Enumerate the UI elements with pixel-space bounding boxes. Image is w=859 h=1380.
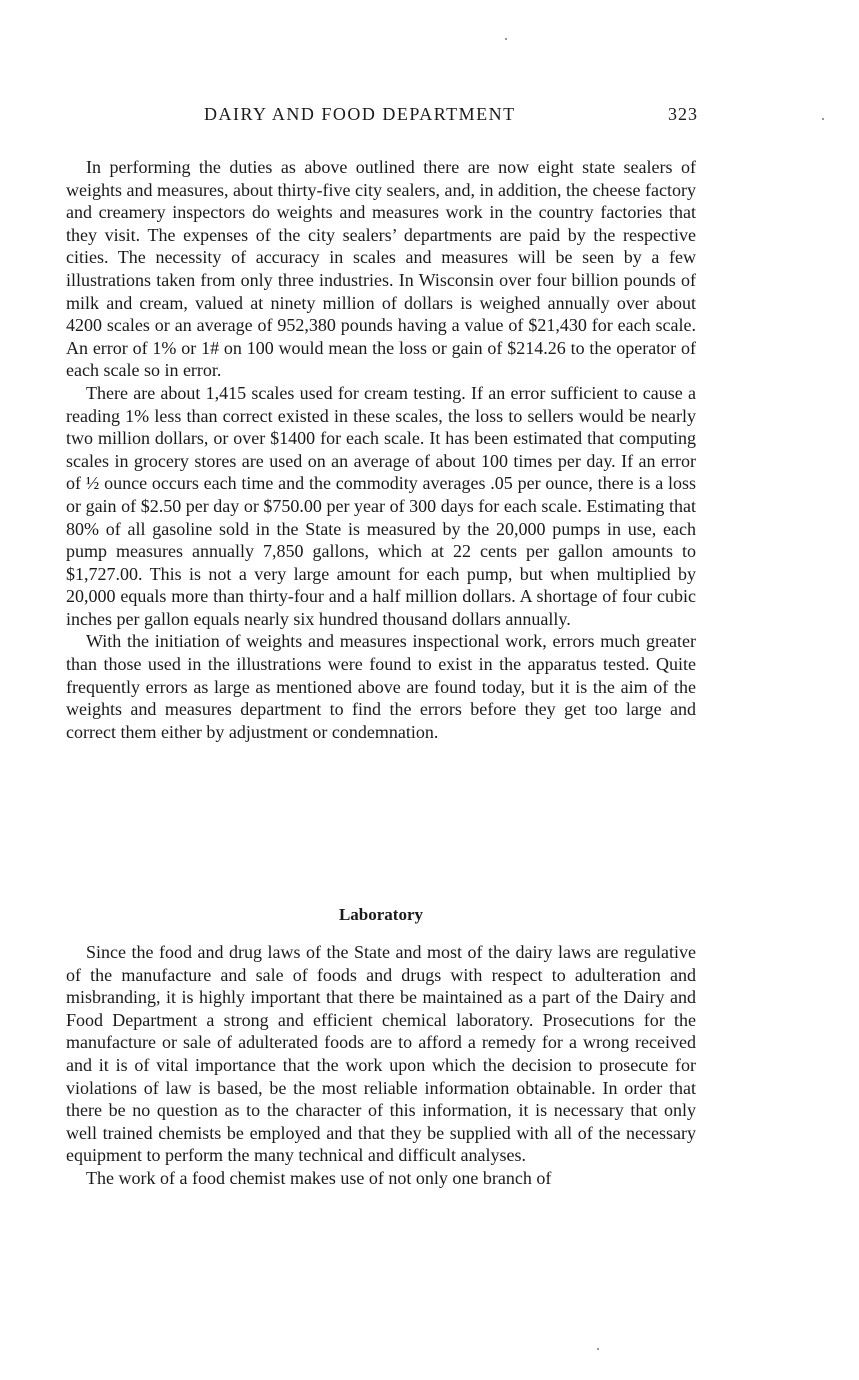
- section-heading-laboratory: Laboratory: [338, 905, 424, 924]
- running-header: [66, 104, 698, 132]
- paper-speck: [822, 118, 824, 120]
- paragraph: Since the food and drug laws of the State and most of the dairy laws are regulative of the manufacture and sale of foods and drugs with respect to adulteration and misbranding, it is highly important that there be maintained as a part of the Dairy and Food Department a strong and efficient chemical laboratory. Prosecutions for the manufacture or sale of adulterated foods are to afford a remedy for a wrong received and it is of vital importance that the work upon which the decision to prosecute for violations of law is based, be the most reliable information obtainable. In order that there be no question as to the character of this information, it is necessary that only well trained chemists be employed and that they be supplied with all of the necessary equipment to perform the many technical and difficult analyses.: [66, 942, 696, 1166]
- paper-speck: [597, 1348, 599, 1350]
- paragraph: With the initiation of weights and measures inspectional work, errors much greater than those used in the illustrations were found to exist in the apparatus tested. Quite frequently errors as large as mentioned above are found today, but it is the aim of the weights and measures department to find the errors before they get too large and correct them either by adjustment or condemnation.: [66, 631, 696, 742]
- running-header-title: DAIRY AND FOOD DEPARTMENT: [204, 104, 516, 124]
- page-number: 323: [668, 104, 698, 124]
- weights-measures-section: [66, 156, 696, 743]
- laboratory-section: [66, 941, 696, 1190]
- paper-speck: [505, 38, 507, 40]
- paragraph: There are about 1,415 scales used for cream testing. If an error sufficient to cause a reading 1% less than correct existed in these scales, the loss to sellers would be nearly two million dollars, or over $1400 for each scale. It has been estimated that computing scales in grocery stores are used on an average of about 100 times per day. If an error of ½ ounce occurs each time and the commodity averages .05 per ounce, there is a loss or gain of $2.50 per day or $750.00 per year of 300 days for each scale. Estimating that 80% of all gasoline sold in the State is measured by the 20,000 pumps in use, each pump measures annually 7,850 gallons, which at 22 cents per gallon amounts to $1,727.00. This is not a very large amount for each pump, but when multiplied by 20,000 equals more than thirty-four and a half million dollars. A shortage of four cubic inches per gallon equals nearly six hundred thousand dollars annually.: [66, 382, 696, 629]
- paragraph: The work of a food chemist makes use of not only one branch of: [86, 1167, 552, 1188]
- paragraph: In performing the duties as above outlined there are now eight state sealers of weights and measures, about thirty-five city sealers, and, in addition, the cheese factory and creamery inspectors do weights and measures work in the country factories that they visit. The expenses of the city sealers’ departments are paid by the respective cities. The necessity of accuracy in scales and measures will be seen by a few illustrations taken from only three industries. In Wisconsin over four billion pounds of milk and cream, valued at ninety million of dollars is weighed annually over about 4200 scales or an average of 952,380 pounds having a value of $21,430 for each scale. An error of 1% or 1# on 100 would mean the loss or gain of $214.26 to the operator of each scale so in error.: [66, 157, 696, 381]
